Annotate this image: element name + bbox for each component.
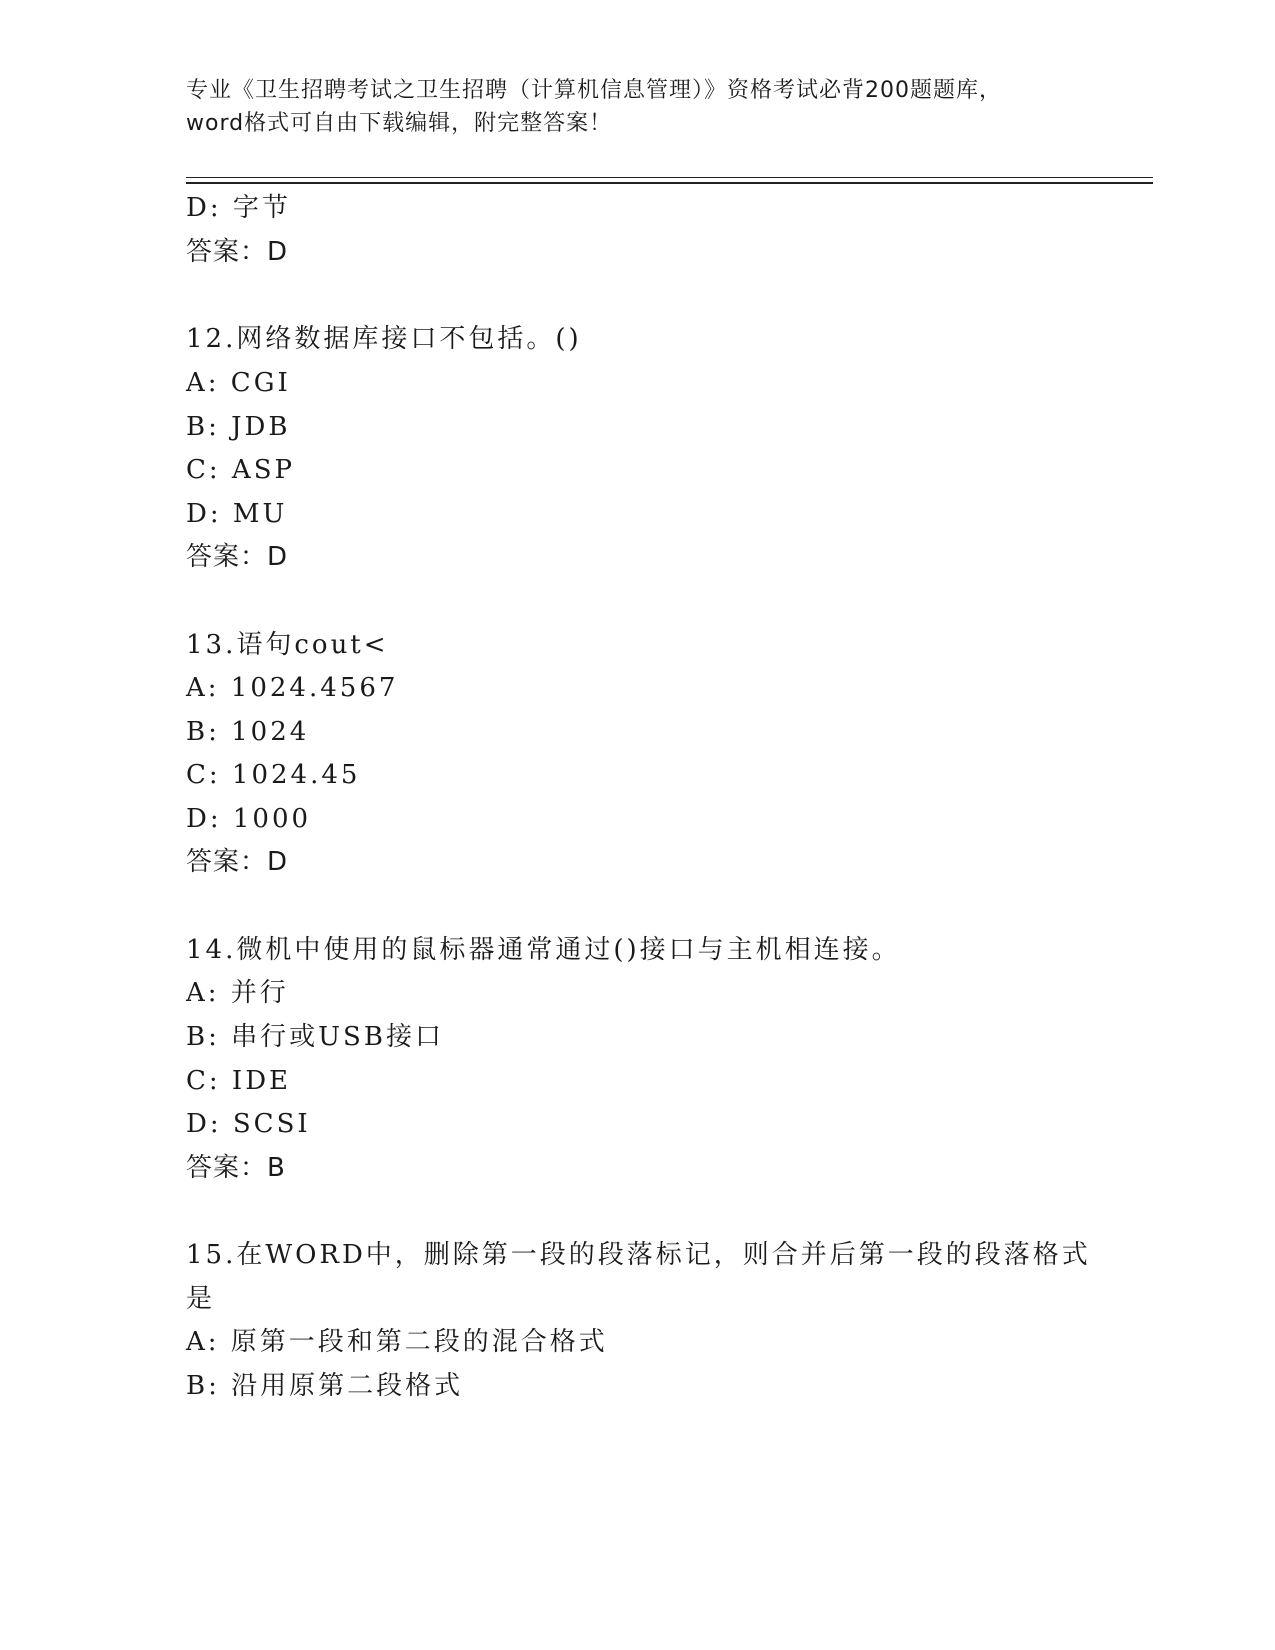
q14-answer: 答案：B [186, 1153, 286, 1183]
header-divider-bottom [186, 182, 1153, 184]
q13-option-b: B: 1024 [186, 717, 310, 747]
q12-option-d: D: MU [186, 499, 288, 529]
q12-option-b: B: JDB [186, 412, 291, 442]
q15-option-a: A: 原第一段和第二段的混合格式 [186, 1327, 608, 1357]
q15-question-line-1: 15.在WORD中，删除第一段的段落标记，则合并后第一段的段落格式 [186, 1240, 1091, 1270]
q13-option-a: A: 1024.4567 [186, 673, 399, 703]
q14-option-d: D: SCSI [186, 1109, 311, 1139]
header-divider-top [186, 177, 1153, 178]
q12-option-a: A: CGI [186, 368, 291, 398]
q13-answer: 答案：D [186, 847, 289, 877]
q12-option-c: C: ASP [186, 455, 295, 485]
q14-question: 14.微机中使用的鼠标器通常通过()接口与主机相连接。 [186, 935, 901, 965]
q14-option-c: C: IDE [186, 1066, 292, 1096]
header-line-1: 专业《卫生招聘考试之卫生招聘（计算机信息管理）》资格考试必背200题题库， [186, 78, 1002, 103]
q15-question-line-2: 是 [186, 1284, 216, 1314]
q14-option-b: B: 串行或USB接口 [186, 1022, 444, 1052]
q14-option-a: A: 并行 [186, 978, 289, 1008]
q12-question: 12.网络数据库接口不包括。() [186, 324, 582, 354]
q15-option-b: B: 沿用原第二段格式 [186, 1371, 464, 1401]
header-line-2: word格式可自由下载编辑，附完整答案！ [186, 111, 613, 136]
q13-question: 13.语句cout< [186, 630, 389, 660]
q13-option-d: D: 1000 [186, 804, 312, 834]
q11-answer: 答案：D [186, 237, 289, 267]
document-header [186, 74, 1086, 140]
q12-answer: 答案：D [186, 542, 289, 572]
q13-option-c: C: 1024.45 [186, 760, 361, 790]
q11-option-d: D: 字节 [186, 193, 291, 223]
